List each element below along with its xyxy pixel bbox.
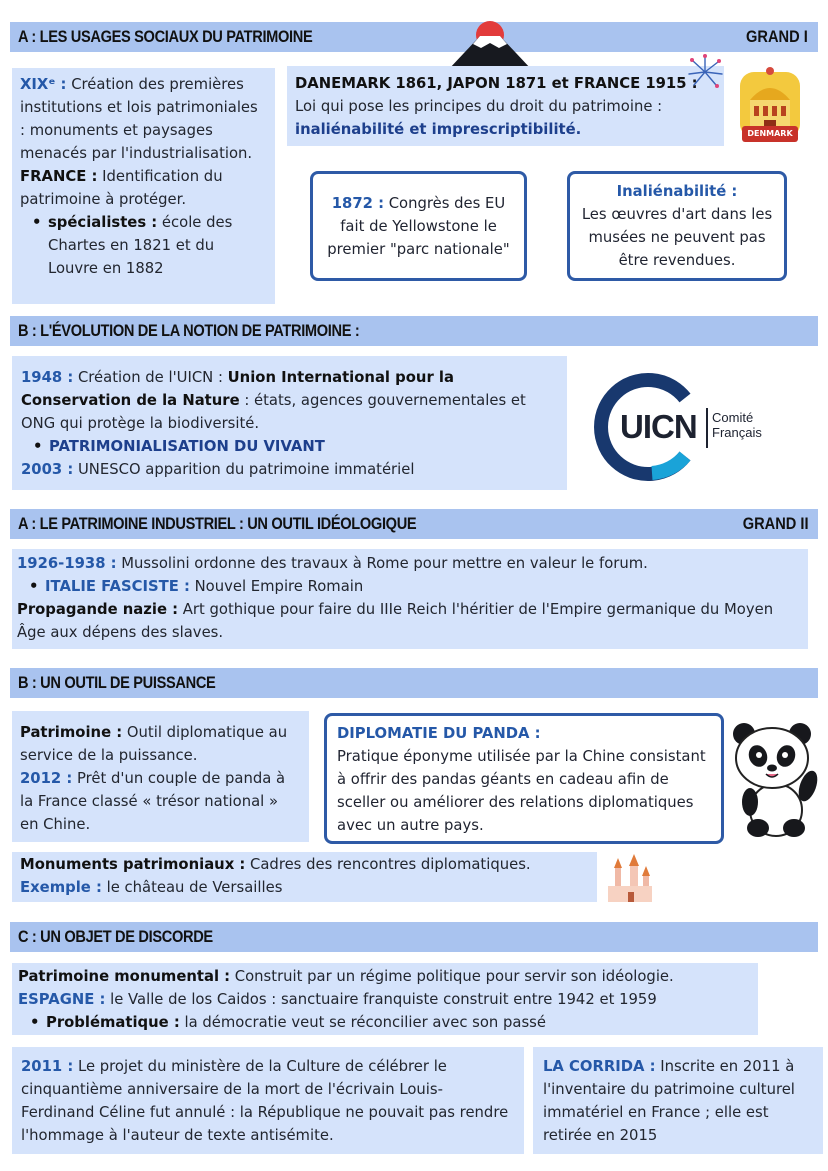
celine-box: 2011 : Le projet du ministère de la Culture de célébrer le cinquantième anniversaire de la mort de l'écrivain Louis-Ferdinand Céline fut annulé : la République ne pouvait pas rendre l'hommage à l'auteur de texte antisémite. bbox=[12, 1047, 524, 1154]
law-box: DANEMARK 1861, JAPON 1871 et FRANCE 1915 : Loi qui pose les principes du droit du patrimoine : inaliénabilité et imprescriptibilité. bbox=[287, 66, 724, 146]
logo-divider bbox=[706, 408, 708, 448]
discorde-box: Patrimoine monumental : Construit par un régime politique pour servir son idéologie. ESPAGNE : le Valle de los Caidos : sanctuaire franquiste construit entre 1942 et 1959 • Problématique : la démocratie veut se réconcilier avec son passé bbox=[12, 963, 758, 1035]
section-header-patrimoine-industriel bbox=[10, 509, 818, 539]
section-title: A : LES USAGES SOCIAUX DU PATRIMOINE bbox=[18, 27, 313, 46]
castle-icon bbox=[604, 852, 654, 904]
denmark-palace-badge bbox=[738, 66, 802, 152]
section-header-usages-sociaux bbox=[10, 22, 818, 52]
yellowstone-card: 1872 : Congrès des EU fait de Yellowstone le premier "parc nationale" bbox=[310, 171, 527, 281]
inalienabilite-card: Inaliénabilité : Les œuvres d'art dans les musées ne peuvent pas être revendues. bbox=[567, 171, 787, 281]
mount-fuji-icon bbox=[440, 14, 540, 70]
section-header-evolution bbox=[10, 316, 818, 346]
corrida-box: LA CORRIDA : Inscrite en 2011 à l'inventaire du patrimoine culturel immatériel en France ; elle est retirée en 2015 bbox=[533, 1047, 823, 1154]
section-title: A : LE PATRIMOINE INDUSTRIEL : UN OUTIL IDÉOLOGIQUE bbox=[18, 514, 417, 533]
panda-icon bbox=[730, 716, 824, 840]
panda-diplomatie-card: DIPLOMATIE DU PANDA : Pratique éponyme utilisée par la Chine consistant à offrir des pandas géants en cadeau afin de sceller ou améliorer des relations diplomatiques avec un autre pays. bbox=[324, 713, 724, 844]
uicn-logo bbox=[590, 372, 790, 482]
diplomatie-box: Patrimoine : Outil diplomatique au service de la puissance. 2012 : Prêt d'un couple de panda à la France classé « trésor national » en Chine. bbox=[12, 711, 309, 842]
section-title: C : UN OBJET DE DISCORDE bbox=[18, 927, 213, 946]
section-title: B : L'ÉVOLUTION DE LA NOTION DE PATRIMOINE : bbox=[18, 321, 360, 340]
section-header-objet-discorde bbox=[10, 922, 818, 952]
uicn-logo-text: UICN bbox=[620, 408, 697, 445]
monuments-box: Monuments patrimoniaux : Cadres des rencontres diplomatiques. Exemple : le château de Versailles bbox=[12, 852, 597, 902]
denmark-ribbon: DENMARK bbox=[742, 126, 798, 142]
fireworks-icon bbox=[684, 52, 726, 92]
grand-label: GRAND II bbox=[742, 514, 808, 533]
xix-box: XIXᵉ : Création des premières institutions et lois patrimoniales : monuments et paysages menacés par l'industrialisation. FRANCE : Identification du patrimoine à protéger. • spécialistes : école des Chartes en 1821 et du Louvre en 1882 bbox=[12, 68, 275, 304]
comite-francais-text: Comité Français bbox=[712, 410, 762, 440]
section-header-outil-puissance bbox=[10, 668, 818, 698]
ideologie-box: 1926-1938 : Mussolini ordonne des travaux à Rome pour mettre en valeur le forum. • ITALIE FASCISTE : Nouvel Empire Romain Propagande nazie : Art gothique pour faire du IIIe Reich l'héritier de l'Empire germanique du Moyen Âge aux dépens des slaves. bbox=[12, 549, 808, 649]
uicn-box: 1948 : Création de l'UICN : Union International pour la Conservation de la Nature : états, agences gouvernementales et ONG qui protège la biodiversité. • PATRIMONIALISATION DU VIVANT 2003 : UNESCO apparition du patrimoine immatériel bbox=[12, 356, 567, 490]
grand-label: GRAND I bbox=[746, 27, 808, 46]
section-title: B : UN OUTIL DE PUISSANCE bbox=[18, 673, 216, 692]
